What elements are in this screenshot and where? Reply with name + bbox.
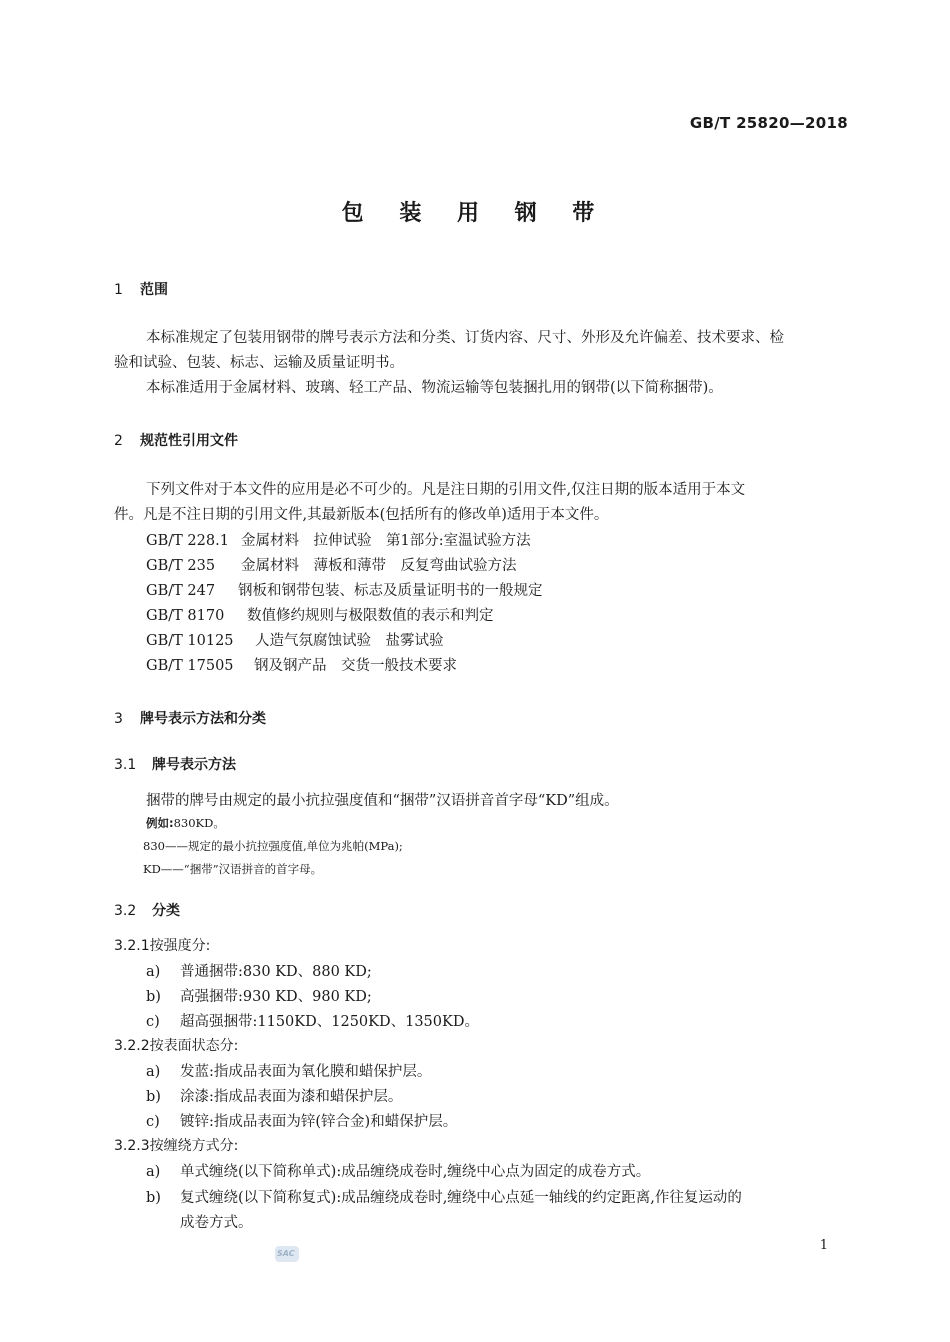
reference-code: GB/T 8170 <box>146 608 225 624</box>
list-label: b) <box>146 1190 161 1206</box>
section-2-heading <box>114 430 238 450</box>
section-1-heading <box>114 279 168 299</box>
section-title: 牌号表示方法和分类 <box>140 711 266 727</box>
list-item <box>146 1085 402 1106</box>
section-3-2-2-heading <box>114 1035 238 1055</box>
list-label: c) <box>146 1014 160 1030</box>
list-text: 发蓝:指成品表面为氧化膜和蜡保护层。 <box>180 1064 432 1080</box>
list-label: a) <box>146 1164 161 1180</box>
list-item <box>146 1060 431 1081</box>
section-number: 2 <box>114 433 123 449</box>
section-title: 分类 <box>152 903 180 919</box>
list-item <box>146 960 372 981</box>
reference-item <box>146 604 494 625</box>
section-3-1-heading <box>114 754 236 774</box>
list-item <box>146 1110 457 1131</box>
reference-title: 金属材料 拉伸试验 第1部分:室温试验方法 <box>241 533 531 549</box>
example-explanation-1: 830——规定的最小抗拉强度值,单位为兆帕(MPa); <box>143 839 403 853</box>
reference-item <box>146 654 457 675</box>
section-2-intro-line-2: 件。凡是不注日期的引用文件,其最新版本(包括所有的修改单)适用于本文件。 <box>114 507 609 523</box>
sac-watermark-logo <box>275 1246 299 1262</box>
reference-title: 钢板和钢带包装、标志及质量证明书的一般规定 <box>238 583 543 599</box>
section-1-para-1-line-2: 验和试验、包装、标志、运输及质量证明书。 <box>114 355 404 371</box>
reference-title: 金属材料 薄板和薄带 反复弯曲试验方法 <box>241 558 517 574</box>
reference-item <box>146 529 531 550</box>
list-text: 普通捆带:830 KD、880 KD; <box>180 964 372 980</box>
page-number: 1 <box>819 1238 828 1253</box>
section-number: 3.2.2 <box>114 1038 150 1054</box>
list-text: 超高强捆带:1150KD、1250KD、1350KD。 <box>180 1014 479 1030</box>
reference-title: 数值修约规则与极限数值的表示和判定 <box>247 608 494 624</box>
list-item <box>146 1160 650 1181</box>
list-text: 高强捆带:930 KD、980 KD; <box>180 989 372 1005</box>
list-label: c) <box>146 1114 160 1130</box>
list-label: a) <box>146 964 161 980</box>
list-item-continuation: 成卷方式。 <box>180 1215 253 1231</box>
section-title: 按缠绕方式分: <box>149 1138 239 1154</box>
list-text: 涂漆:指成品表面为漆和蜡保护层。 <box>180 1089 403 1105</box>
section-number: 3.2 <box>114 903 137 919</box>
reference-code: GB/T 17505 <box>146 658 234 674</box>
section-title: 牌号表示方法 <box>152 757 236 773</box>
logo-text: SAC <box>277 1249 295 1258</box>
document-title: 包 装 用 钢 带 <box>341 201 609 226</box>
section-3-2-1-heading <box>114 935 210 955</box>
reference-item <box>146 554 517 575</box>
section-3-2-heading <box>114 900 180 920</box>
list-item <box>146 985 372 1006</box>
section-number: 3 <box>114 711 123 727</box>
section-title: 按强度分: <box>149 938 211 954</box>
section-1-para-2: 本标准适用于金属材料、玻璃、轻工产品、物流运输等包装捆扎用的钢带(以下简称捆带)。 <box>146 380 723 396</box>
section-number: 3.2.1 <box>114 938 150 954</box>
section-3-1-text: 捆带的牌号由规定的最小抗拉强度值和“捆带”汉语拼音首字母“KD”组成。 <box>146 793 619 809</box>
section-2-intro-line-1: 下列文件对于本文件的应用是必不可少的。凡是注日期的引用文件,仅注日期的版本适用于本文 <box>146 482 746 498</box>
section-number: 1 <box>114 282 123 298</box>
list-label: b) <box>146 1089 161 1105</box>
example-explanation-2: KD——“捆带”汉语拼音的首字母。 <box>143 862 323 876</box>
section-3-2-3-heading <box>114 1135 238 1155</box>
section-title: 规范性引用文件 <box>140 433 238 449</box>
reference-code: GB/T 247 <box>146 583 216 599</box>
reference-item <box>146 579 543 600</box>
section-title: 范围 <box>140 282 168 298</box>
section-1-para-1-line-1: 本标准规定了包装用钢带的牌号表示方法和分类、订货内容、尺寸、外形及允许偏差、技术要求、检 <box>146 330 784 346</box>
standard-code: 25820—2018 <box>736 114 848 132</box>
list-text: 单式缠绕(以下简称单式):成品缠绕成卷时,缠绕中心点为固定的成卷方式。 <box>180 1164 651 1180</box>
example-value: 830KD。 <box>173 816 225 830</box>
reference-code: GB/T 228.1 <box>146 533 229 549</box>
reference-title: 人造气氛腐蚀试验 盐雾试验 <box>255 633 444 649</box>
standard-prefix: GB/T <box>689 114 731 132</box>
reference-code: GB/T 235 <box>146 558 216 574</box>
list-item <box>146 1186 742 1207</box>
reference-item <box>146 629 444 650</box>
section-3-heading <box>114 708 266 728</box>
list-text: 复式缠绕(以下简称复式):成品缠绕成卷时,缠绕中心点延一轴线的约定距离,作往复运动的 <box>180 1190 742 1206</box>
section-number: 3.1 <box>114 757 137 773</box>
section-title: 按表面状态分: <box>149 1038 239 1054</box>
reference-code: GB/T 10125 <box>146 633 234 649</box>
example-label: 例如: <box>146 816 174 830</box>
example-line <box>146 815 225 831</box>
standard-number <box>690 114 848 132</box>
list-label: b) <box>146 989 161 1005</box>
list-text: 镀锌:指成品表面为锌(锌合金)和蜡保护层。 <box>180 1114 458 1130</box>
list-item <box>146 1010 479 1031</box>
reference-title: 钢及钢产品 交货一般技术要求 <box>254 658 457 674</box>
section-number: 3.2.3 <box>114 1138 150 1154</box>
list-label: a) <box>146 1064 161 1080</box>
